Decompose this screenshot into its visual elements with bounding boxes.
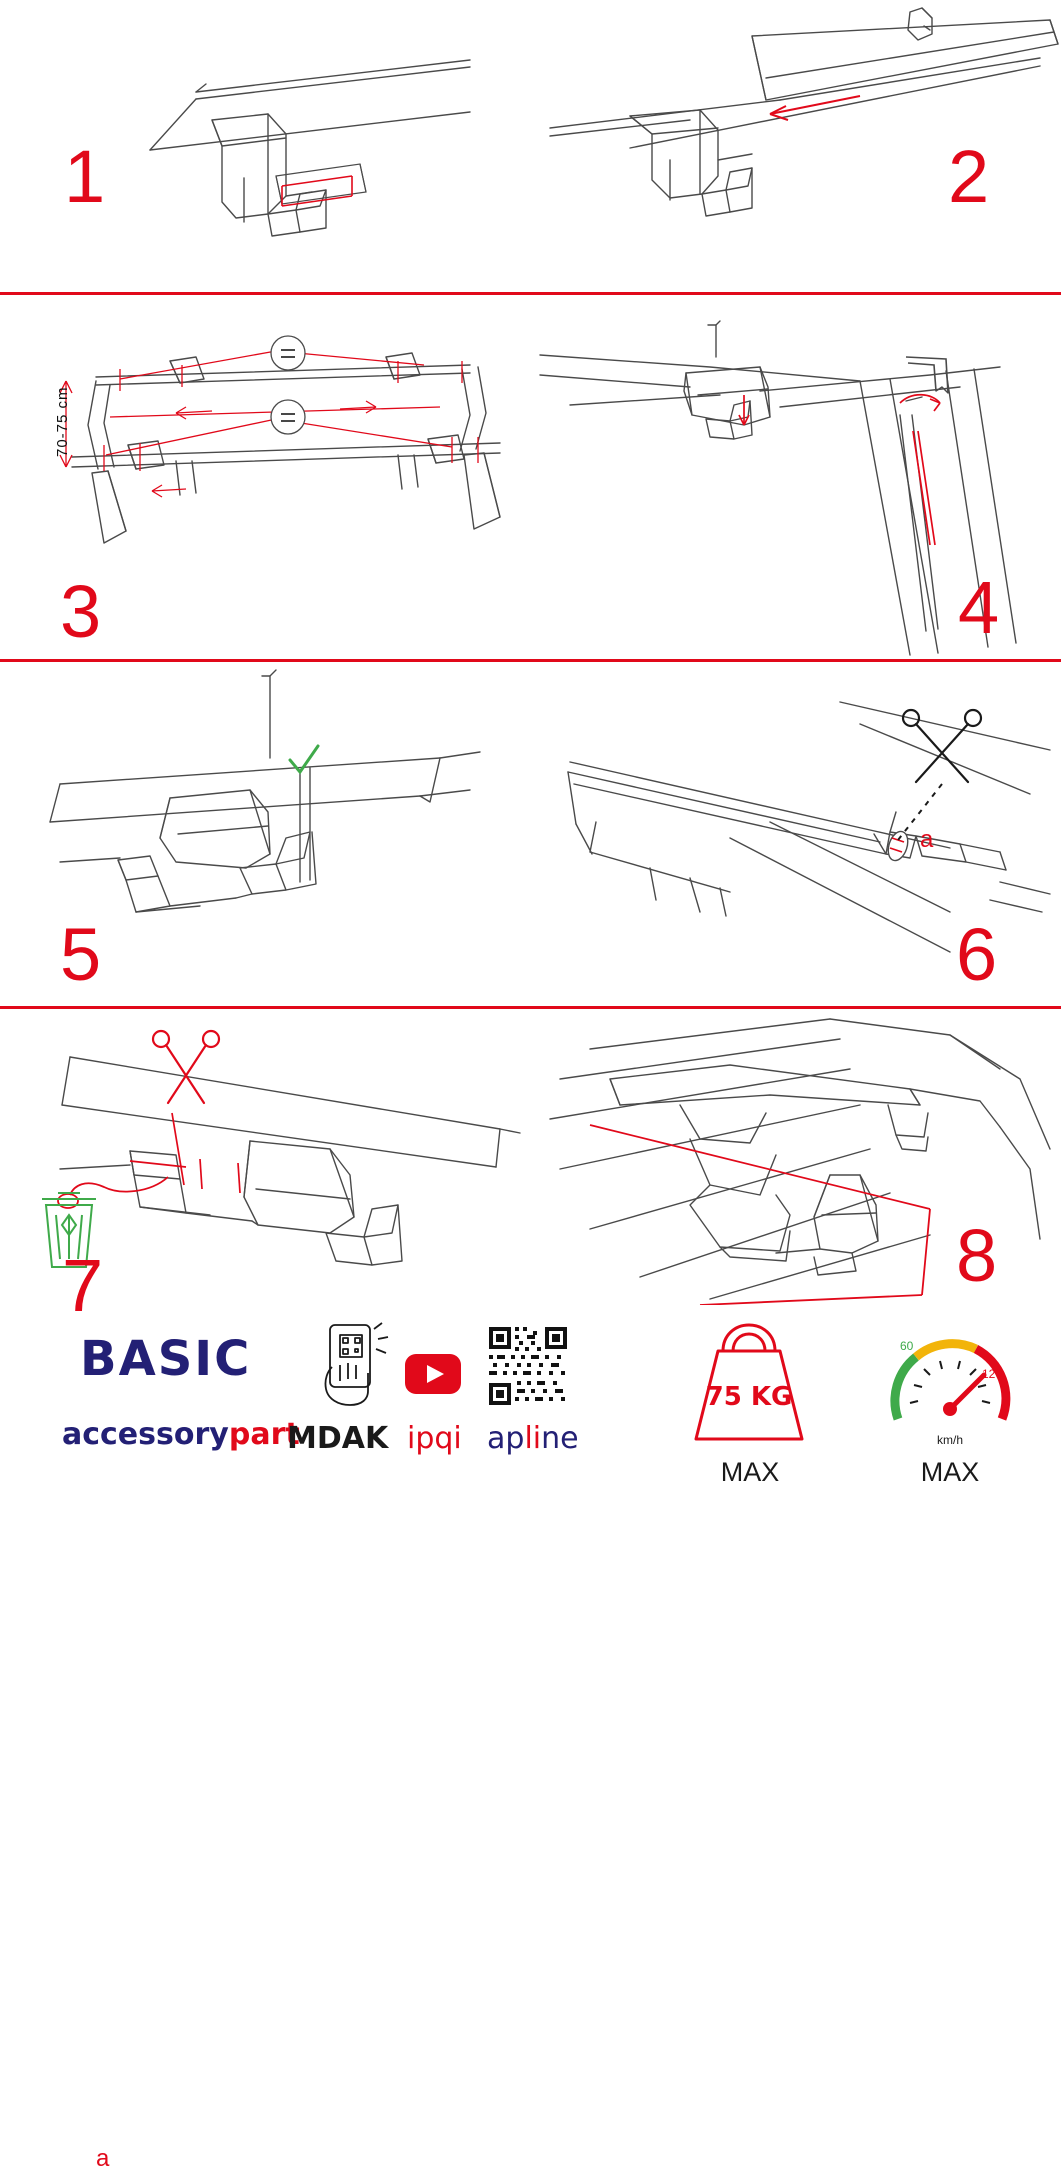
- max-weight-icon: [676, 1315, 822, 1447]
- brand-accessorypart-logo: [62, 1417, 300, 1452]
- brand-part-text: part: [228, 1417, 300, 1452]
- step-panel-5: [0, 662, 530, 1006]
- step-number-2: 2: [948, 135, 990, 218]
- youtube-icon[interactable]: [404, 1353, 462, 1395]
- speed-unit-label: km/h: [936, 1433, 963, 1447]
- step-number-3: 3: [60, 570, 102, 653]
- brand-basic-logo: BASIC: [80, 1331, 252, 1387]
- brand-li-text: li: [524, 1421, 542, 1456]
- step-panel-6: [530, 662, 1061, 1006]
- footer-branding: [0, 1305, 1061, 1500]
- brand-ne-text: ne: [541, 1421, 579, 1456]
- step-panel-4: [530, 295, 1061, 659]
- brand-accessory-text: accessory: [62, 1417, 229, 1452]
- step-number-7: 7: [62, 1244, 104, 1327]
- phone-scan-icon: [310, 1321, 394, 1407]
- step-number-8: 8: [956, 1214, 998, 1297]
- qr-code-icon[interactable]: [487, 1325, 569, 1407]
- step-panel-2: [530, 0, 1061, 292]
- spacing-dimension-label: 70-75 cm: [54, 386, 71, 457]
- brand-apline-logo: [487, 1421, 579, 1456]
- scissors-icon-red: [153, 1031, 219, 1103]
- step-panel-1: [0, 0, 530, 292]
- speed-tick-60: 60: [900, 1339, 914, 1353]
- step-number-5: 5: [60, 913, 102, 996]
- brand-ap-text: ap: [487, 1421, 525, 1456]
- brand-mdak-logo: MDAK: [287, 1421, 389, 1456]
- speed-tick-120: 120: [982, 1367, 1003, 1381]
- step-panel-3: [0, 295, 530, 659]
- step-number-4: 4: [958, 566, 1000, 649]
- brand-ipqi-logo: ipqi: [407, 1421, 462, 1456]
- step-panel-8: [530, 1009, 1061, 1305]
- label-a-step-7: a: [96, 2145, 110, 2172]
- step-number-6: 6: [956, 913, 998, 996]
- max-speed-label: MAX: [920, 1457, 980, 1487]
- label-a-step-6: a: [920, 826, 934, 853]
- step-number-1: 1: [64, 135, 106, 218]
- max-weight-label: MAX: [720, 1457, 780, 1487]
- weight-value-label: 75 KG: [705, 1382, 793, 1412]
